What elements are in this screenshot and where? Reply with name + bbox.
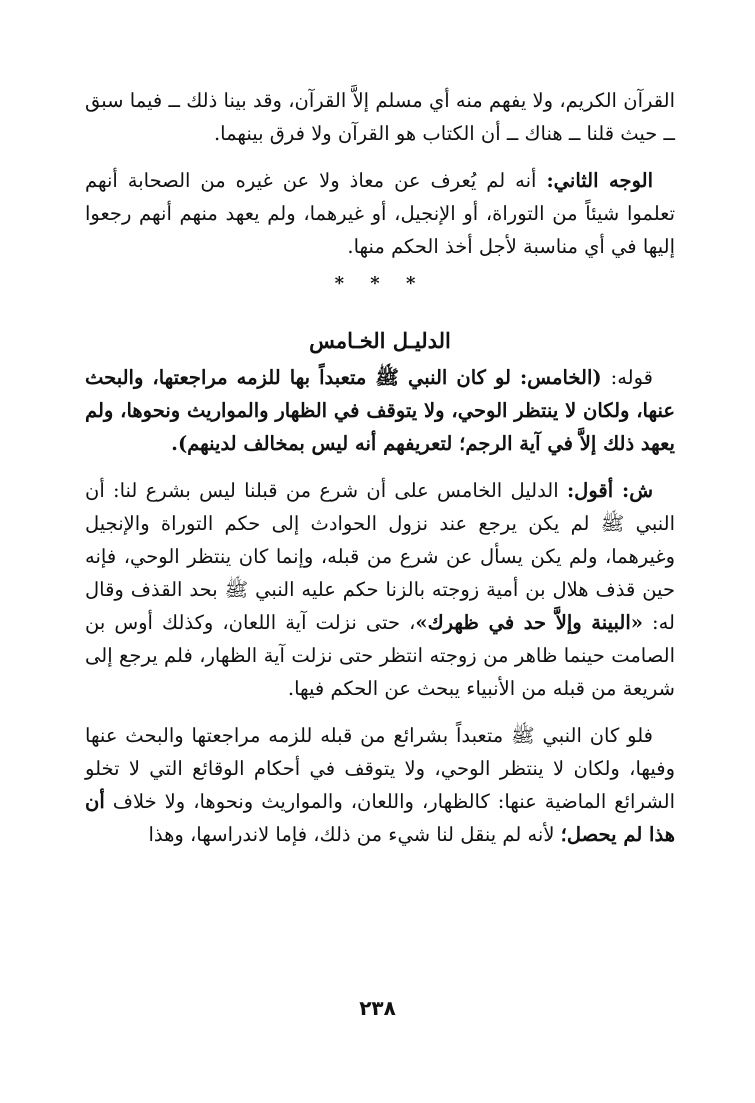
- section-separator: * * *: [334, 273, 426, 294]
- paragraph-text: ، حتى نزلت آية اللعان، وكذلك أوس بن الصامت حينما ظاهر من زوجته انتظر حتى نزلت آية الظهار، فلم يرجع إلى شريعة من قبله من الأنبياء يبحث عن الحكم فيها.: [85, 611, 675, 700]
- hadith-quote: «البينة وإلاَّ حد في ظهرك»: [415, 611, 643, 634]
- paragraph-commentary: [85, 474, 675, 705]
- paragraph-lead: الوجه الثاني:: [546, 169, 653, 192]
- paragraph-text: لأنه لم ينقل لنا شيء من ذلك، فإما لاندراسها، وهذا: [148, 823, 561, 846]
- paragraph-text: الدليل الخامس على أن شرع من قبلنا ليس بشرع لنا: أن النبي ﷺ لم يكن يرجع عند نزول الحوادث إلى حكم التوراة والإنجيل وغيرهما، ولم يكن يسأل عن شرع من قبله، وإنما كان ينتظر الوحي، فإنه حين قذف هلال بن أمية زوجته بالزنا حكم عليه النبي ﷺ بحد القذف وقال له:: [85, 479, 675, 634]
- page-number: ٢٣٨: [359, 996, 396, 1020]
- paragraph-quoted-text: [85, 361, 675, 460]
- paragraph-text: (الخامس: لو كان النبي ﷺ متعبداً بها للزمه مراجعتها، والبحث عنها، ولكان لا ينتظر الوحي، ولا يتوقف في الظهار والمواريث ونحوها، ولم يعهد ذلك إلاَّ في آية الرجم؛ لتعريفهم أنه ليس بمخالف لدينهم).: [85, 366, 675, 455]
- paragraph-conclusion: [85, 719, 675, 851]
- page-body: [85, 84, 675, 851]
- paragraph-second-aspect: [85, 164, 675, 263]
- paragraph-lead: ش: أقول:: [566, 479, 653, 502]
- emphasis-phrase: أن هذا لم يحصل؛: [85, 790, 675, 846]
- section-heading: الدليـل الخـامس: [309, 328, 451, 353]
- paragraph-continuation: [85, 84, 675, 150]
- paragraph-lead: قوله:: [610, 366, 653, 389]
- paragraph-text: أنه لم يُعرف عن معاذ ولا عن غيره من الصحابة أنهم تعلموا شيئاً من التوراة، أو الإنجيل، أو غيرهما، ولم يعهد منهم أنهم رجعوا إليها في أي مناسبة لأجل أخذ الحكم منها.: [85, 169, 675, 258]
- paragraph-text: فلو كان النبي ﷺ متعبداً بشرائع من قبله للزمه مراجعتها والبحث عنها وفيها، ولكان لا ينتظر الوحي، ولا يتوقف في أحكام الوقائع التي لا تخلو الشرائع الماضية عنها: كالظهار، واللعان، والمواريث ونحوها، ولا خلاف: [85, 724, 675, 813]
- paragraph-text: القرآن الكريم، ولا يفهم منه أي مسلم إلاَّ القرآن، وقد بينا ذلك ــ فيما سبق ــ حيث قلنا ــ هناك ــ أن الكتاب هو القرآن ولا فرق بينهما.: [85, 89, 675, 145]
